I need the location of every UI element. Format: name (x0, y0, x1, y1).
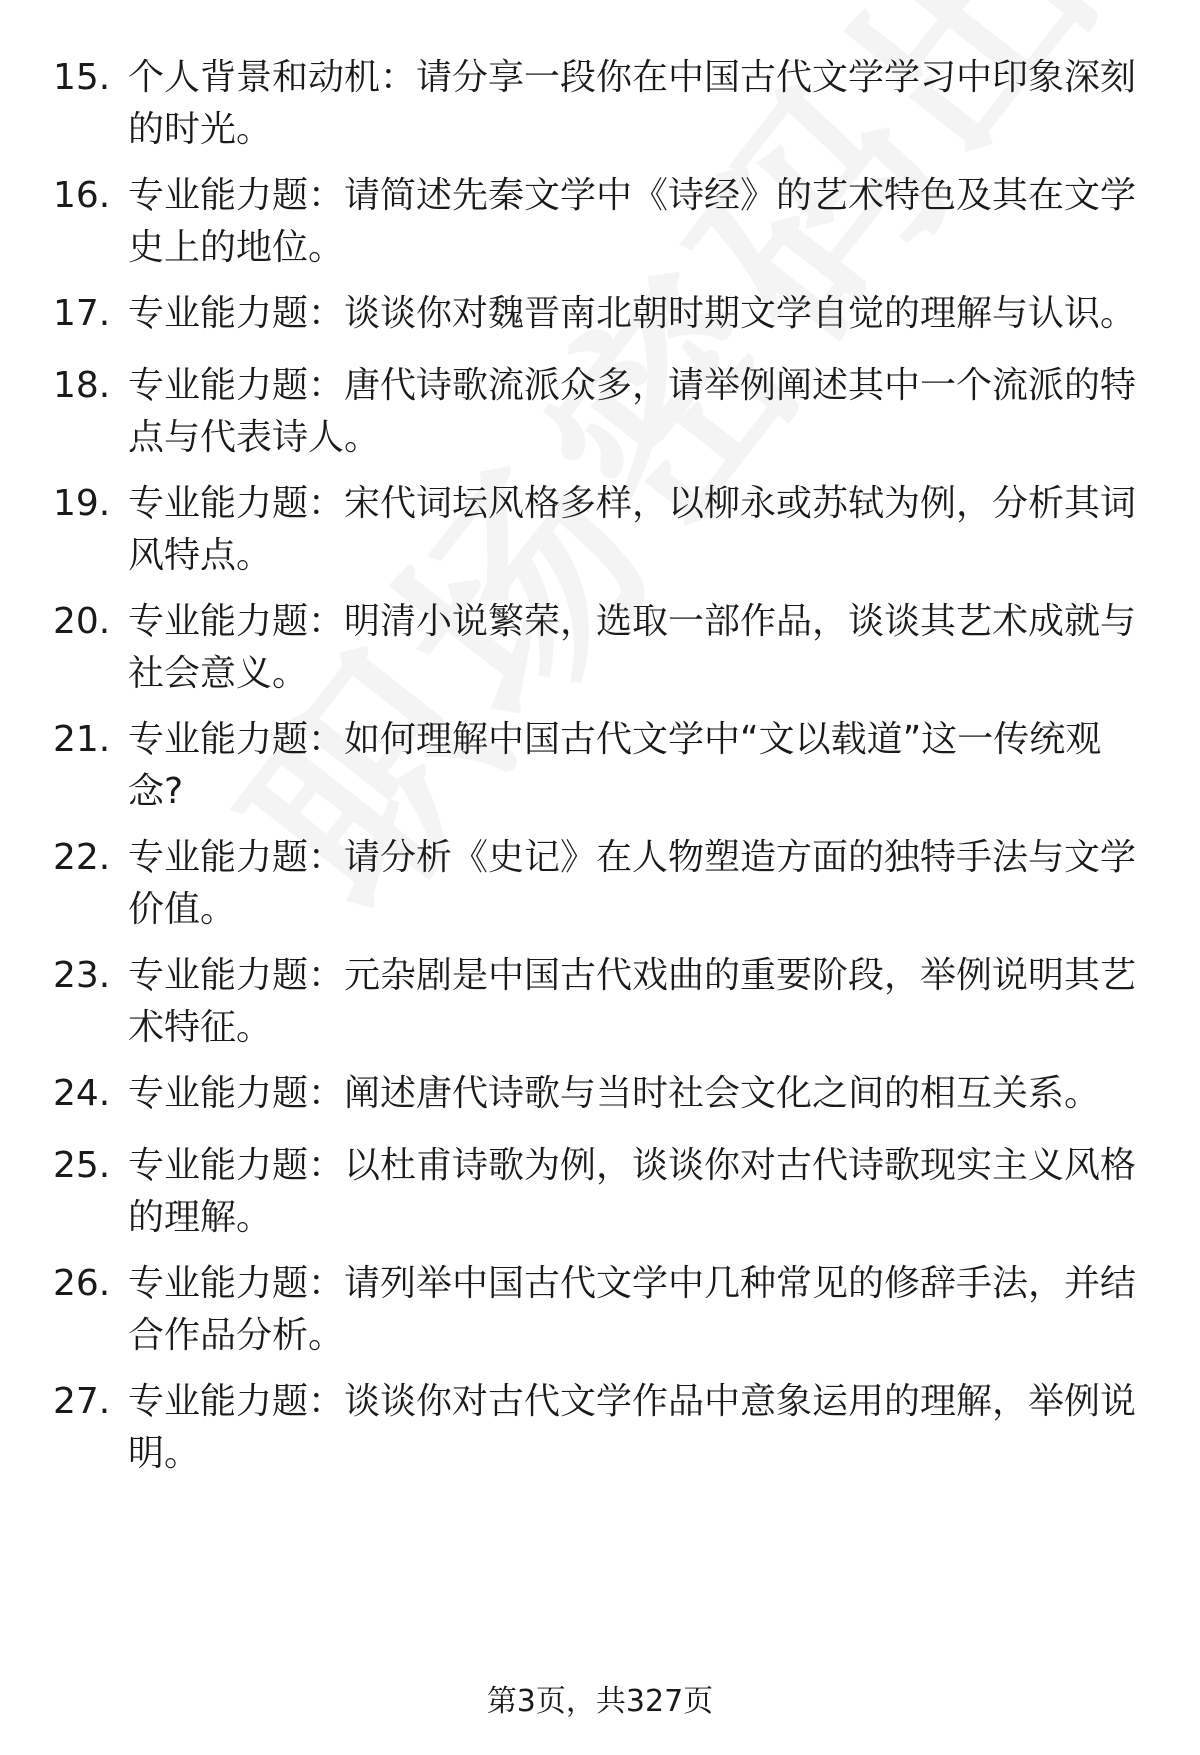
question-text: 专业能力题：宋代词坛风格多样，以柳永或苏轼为例，分析其词风特点。 (128, 483, 1137, 576)
question-text: 专业能力题：请简述先秦文学中《诗经》的艺术特色及其在文学史上的地位。 (128, 175, 1137, 268)
page-number: 第3页，共327页 (486, 1684, 714, 1719)
question-number: 26. (53, 1263, 111, 1304)
question-number: 17. (53, 293, 111, 334)
question-text: 专业能力题：谈谈你对魏晋南北朝时期文学自觉的理解与认识。 (128, 293, 1137, 334)
question-text: 专业能力题：元杂剧是中国古代戏曲的重要阶段，举例说明其艺术特征。 (128, 955, 1137, 1048)
question-number: 15. (53, 57, 111, 98)
question-text: 专业能力题：阐述唐代诗歌与当时社会文化之间的相互关系。 (128, 1073, 1101, 1114)
question-text: 专业能力题：唐代诗歌流派众多，请举例阐述其中一个流派的特点与代表诗人。 (128, 365, 1137, 458)
question-number: 24. (53, 1073, 111, 1114)
question-text: 专业能力题：如何理解中国古代文学中“文以载道”这一传统观念? (128, 719, 1102, 812)
question-number: 16. (53, 175, 111, 216)
question-text: 专业能力题：请列举中国古代文学中几种常见的修辞手法，并结合作品分析。 (128, 1263, 1137, 1356)
question-number: 21. (53, 719, 111, 760)
question-number: 25. (53, 1145, 111, 1186)
question-number: 22. (53, 837, 111, 878)
question-number: 23. (53, 955, 111, 996)
question-text: 个人背景和动机：请分享一段你在中国古代文学学习中印象深刻的时光。 (128, 57, 1137, 150)
question-text: 专业能力题：谈谈你对古代文学作品中意象运用的理解，举例说明。 (128, 1381, 1137, 1474)
question-number: 20. (53, 601, 111, 642)
question-text: 专业能力题：请分析《史记》在人物塑造方面的独特手法与文学价值。 (128, 837, 1137, 930)
question-number: 27. (53, 1381, 111, 1422)
question-number: 19. (53, 483, 111, 524)
question-number: 18. (53, 365, 111, 406)
question-text: 专业能力题：以杜甫诗歌为例，谈谈你对古代诗歌现实主义风格的理解。 (128, 1145, 1137, 1238)
question-text: 专业能力题：明清小说繁荣，选取一部作品，谈谈其艺术成就与社会意义。 (128, 601, 1137, 694)
